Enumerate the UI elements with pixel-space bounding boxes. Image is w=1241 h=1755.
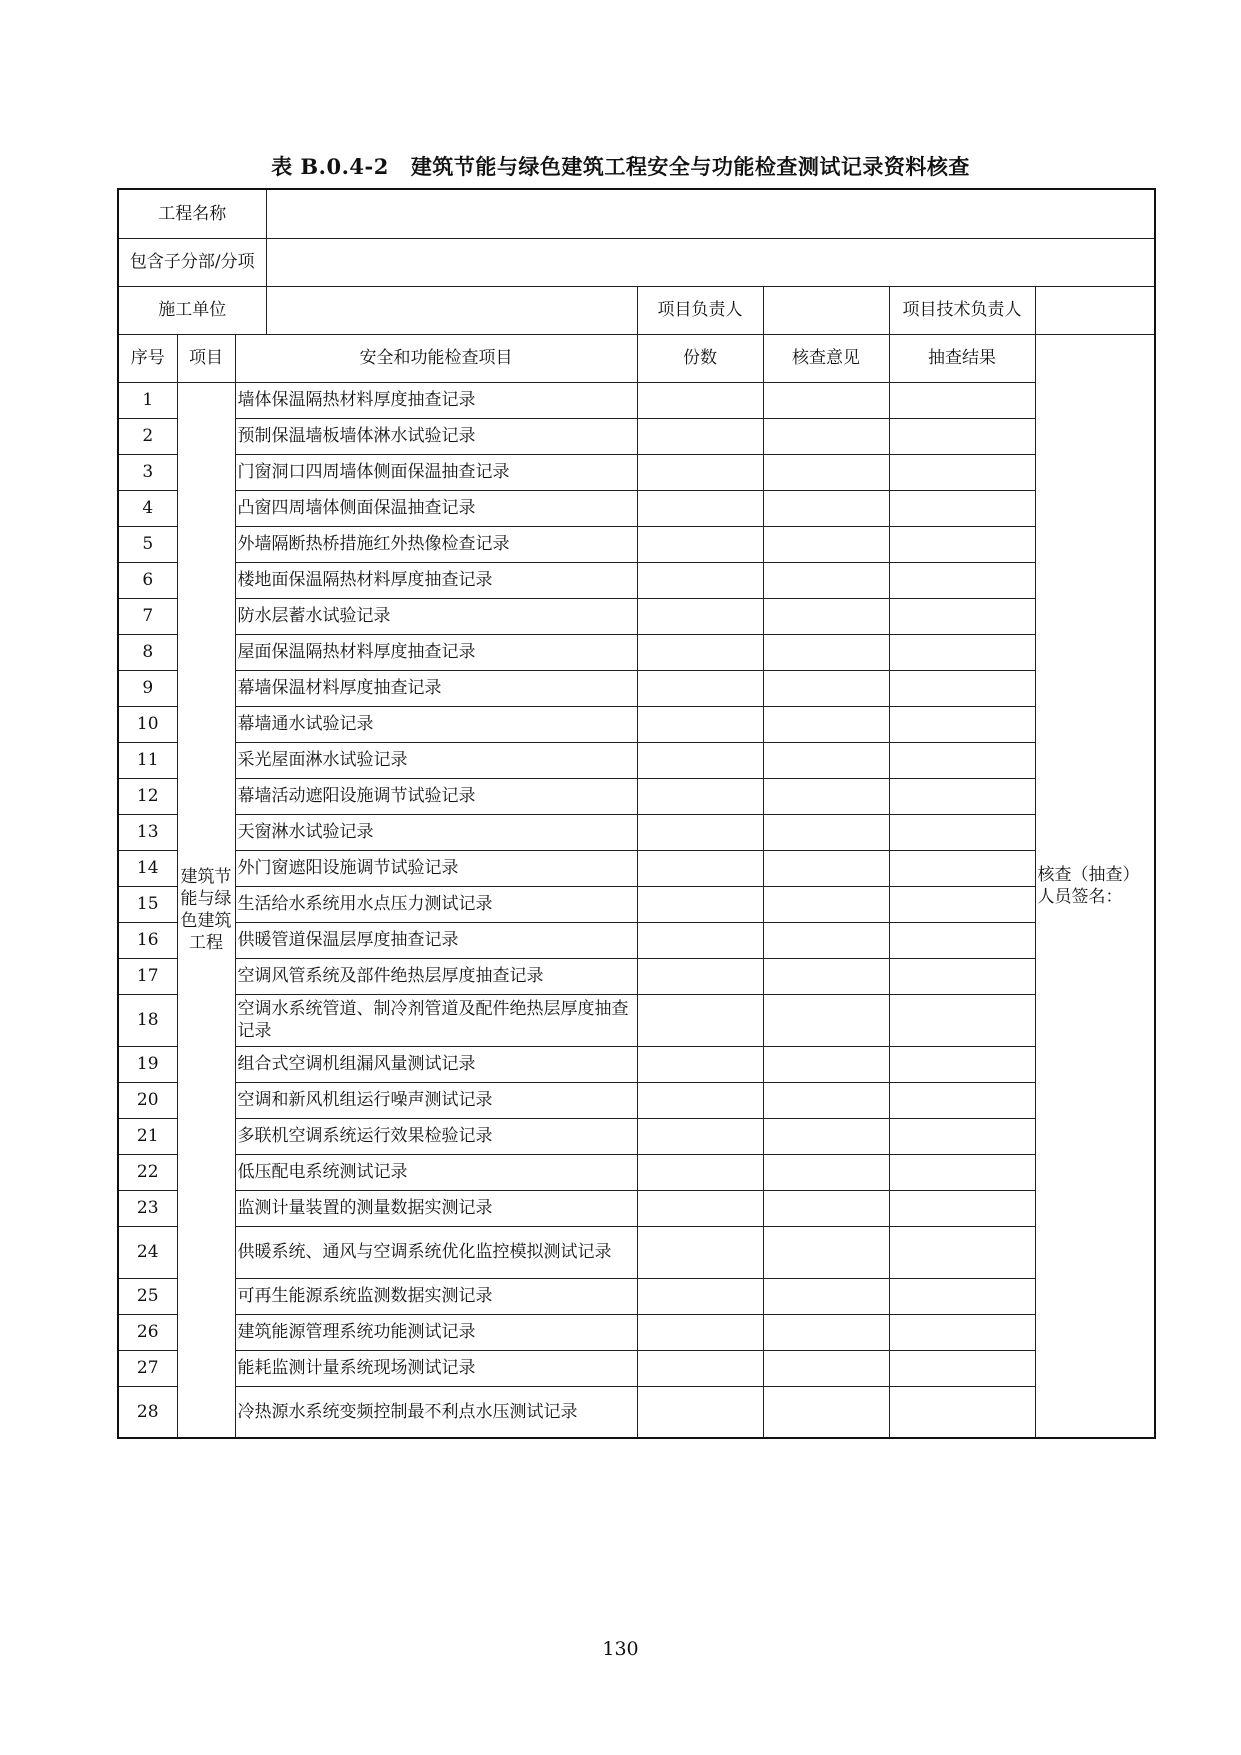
row-number: 28 xyxy=(118,1386,177,1438)
copies-cell[interactable] xyxy=(637,418,763,454)
check-item-text: 空调风管系统及部件绝热层厚度抽查记录 xyxy=(235,958,637,994)
check-item-text: 楼地面保温隔热材料厚度抽查记录 xyxy=(235,562,637,598)
table-row xyxy=(118,454,1155,490)
row-number: 27 xyxy=(118,1350,177,1386)
col-header-check-item: 安全和功能检查项目 xyxy=(235,334,637,382)
table-row xyxy=(118,526,1155,562)
result-cell[interactable] xyxy=(889,634,1035,670)
result-cell[interactable] xyxy=(889,1226,1035,1278)
row-number: 22 xyxy=(118,1154,177,1190)
signature-cell[interactable] xyxy=(1035,334,1155,1438)
table-row xyxy=(118,958,1155,994)
table-row xyxy=(118,562,1155,598)
check-item-text: 幕墙通水试验记录 xyxy=(235,706,637,742)
result-cell[interactable] xyxy=(889,706,1035,742)
subdivision-field[interactable] xyxy=(266,238,1155,286)
check-item-text: 生活给水系统用水点压力测试记录 xyxy=(235,886,637,922)
col-header-copies: 份数 xyxy=(637,334,763,382)
row-number: 12 xyxy=(118,778,177,814)
row-number: 5 xyxy=(118,526,177,562)
check-item-text: 冷热源水系统变频控制最不利点水压测试记录 xyxy=(235,1386,637,1438)
table-row xyxy=(118,850,1155,886)
contractor-label: 施工单位 xyxy=(118,286,266,334)
table-row xyxy=(118,418,1155,454)
opinion-cell[interactable] xyxy=(763,742,889,778)
check-item-text: 外墙隔断热桥措施红外热像检查记录 xyxy=(235,526,637,562)
opinion-cell[interactable] xyxy=(763,706,889,742)
category-line: 建筑节 xyxy=(180,866,232,887)
row-number: 1 xyxy=(118,382,177,418)
table-row xyxy=(118,1386,1155,1438)
check-item-text: 监测计量装置的测量数据实测记录 xyxy=(235,1190,637,1226)
result-cell[interactable] xyxy=(889,598,1035,634)
check-item-text: 供暖系统、通风与空调系统优化监控模拟测试记录 xyxy=(235,1226,637,1278)
row-number: 9 xyxy=(118,670,177,706)
table-row xyxy=(118,742,1155,778)
copies-cell[interactable] xyxy=(637,1154,763,1190)
copies-cell[interactable] xyxy=(637,742,763,778)
table-row xyxy=(118,1190,1155,1226)
col-header-item: 项目 xyxy=(177,334,235,382)
opinion-cell[interactable] xyxy=(763,454,889,490)
opinion-cell[interactable] xyxy=(763,994,889,1046)
opinion-cell[interactable] xyxy=(763,1082,889,1118)
check-item-text: 供暖管道保温层厚度抽查记录 xyxy=(235,922,637,958)
col-header-seq: 序号 xyxy=(118,334,177,382)
opinion-cell[interactable] xyxy=(763,634,889,670)
row-number: 4 xyxy=(118,490,177,526)
table-row xyxy=(118,598,1155,634)
inspection-form-table xyxy=(117,188,1156,1439)
table-row xyxy=(118,1314,1155,1350)
row-number: 24 xyxy=(118,1226,177,1278)
result-cell[interactable] xyxy=(889,562,1035,598)
row-number: 21 xyxy=(118,1118,177,1154)
result-cell[interactable] xyxy=(889,1386,1035,1438)
table-row xyxy=(118,1082,1155,1118)
copies-cell[interactable] xyxy=(637,454,763,490)
opinion-cell[interactable] xyxy=(763,1154,889,1190)
document-title xyxy=(0,151,1241,181)
row-number: 2 xyxy=(118,418,177,454)
row-number: 20 xyxy=(118,1082,177,1118)
result-cell[interactable] xyxy=(889,994,1035,1046)
result-cell[interactable] xyxy=(889,1082,1035,1118)
row-number: 13 xyxy=(118,814,177,850)
check-item-text: 墙体保温隔热材料厚度抽查记录 xyxy=(235,382,637,418)
copies-cell[interactable] xyxy=(637,562,763,598)
copies-cell[interactable] xyxy=(637,778,763,814)
result-cell[interactable] xyxy=(889,814,1035,850)
copies-cell[interactable] xyxy=(637,670,763,706)
opinion-cell[interactable] xyxy=(763,1386,889,1438)
project-name-field[interactable] xyxy=(266,189,1155,238)
copies-cell[interactable] xyxy=(637,1082,763,1118)
row-number: 18 xyxy=(118,994,177,1046)
copies-cell[interactable] xyxy=(637,814,763,850)
contractor-row xyxy=(118,286,1155,334)
table-row xyxy=(118,634,1155,670)
check-item-text: 采光屋面淋水试验记录 xyxy=(235,742,637,778)
result-cell[interactable] xyxy=(889,526,1035,562)
copies-cell[interactable] xyxy=(637,598,763,634)
copies-cell[interactable] xyxy=(637,1226,763,1278)
check-item-text: 建筑能源管理系统功能测试记录 xyxy=(235,1314,637,1350)
opinion-cell[interactable] xyxy=(763,1278,889,1314)
check-item-text: 低压配电系统测试记录 xyxy=(235,1154,637,1190)
table-row xyxy=(118,1118,1155,1154)
result-cell[interactable] xyxy=(889,1350,1035,1386)
row-number: 11 xyxy=(118,742,177,778)
result-cell[interactable] xyxy=(889,778,1035,814)
result-cell[interactable] xyxy=(889,670,1035,706)
table-row xyxy=(118,886,1155,922)
table-row xyxy=(118,1154,1155,1190)
project-lead-label: 项目负责人 xyxy=(637,286,763,334)
result-cell[interactable] xyxy=(889,742,1035,778)
project-name-row xyxy=(118,189,1155,238)
result-cell[interactable] xyxy=(889,1046,1035,1082)
check-item-text: 可再生能源系统监测数据实测记录 xyxy=(235,1278,637,1314)
check-item-text: 天窗淋水试验记录 xyxy=(235,814,637,850)
opinion-cell[interactable] xyxy=(763,886,889,922)
subdivision-label: 包含子分部/分项 xyxy=(118,238,266,286)
subdivision-row xyxy=(118,238,1155,286)
row-number: 14 xyxy=(118,850,177,886)
copies-cell[interactable] xyxy=(637,1386,763,1438)
table-code: 表 B.0.4-2 xyxy=(271,154,389,179)
col-header-result: 抽查结果 xyxy=(889,334,1035,382)
result-cell[interactable] xyxy=(889,490,1035,526)
opinion-cell[interactable] xyxy=(763,382,889,418)
check-item-text: 预制保温墙板墙体淋水试验记录 xyxy=(235,418,637,454)
result-cell[interactable] xyxy=(889,1278,1035,1314)
check-item-text: 空调和新风机组运行噪声测试记录 xyxy=(235,1082,637,1118)
opinion-cell[interactable] xyxy=(763,850,889,886)
row-number: 7 xyxy=(118,598,177,634)
row-number: 17 xyxy=(118,958,177,994)
opinion-cell[interactable] xyxy=(763,598,889,634)
project-lead-field[interactable] xyxy=(763,286,889,334)
row-number: 19 xyxy=(118,1046,177,1082)
copies-cell[interactable] xyxy=(637,1278,763,1314)
opinion-cell[interactable] xyxy=(763,814,889,850)
col-header-opinion: 核查意见 xyxy=(763,334,889,382)
column-header-row xyxy=(118,334,1155,382)
opinion-cell[interactable] xyxy=(763,922,889,958)
check-item-text: 组合式空调机组漏风量测试记录 xyxy=(235,1046,637,1082)
table-row xyxy=(118,1226,1155,1278)
category-cell xyxy=(177,382,235,1438)
signature-label-line1: 核查（抽查） xyxy=(1037,864,1140,885)
result-cell[interactable] xyxy=(889,382,1035,418)
opinion-cell[interactable] xyxy=(763,418,889,454)
category-line: 能与绿 xyxy=(180,888,232,909)
result-cell[interactable] xyxy=(889,1118,1035,1154)
table-row xyxy=(118,778,1155,814)
copies-cell[interactable] xyxy=(637,1046,763,1082)
table-title: 建筑节能与绿色建筑工程安全与功能检查测试记录资料核查 xyxy=(410,154,970,179)
table-row xyxy=(118,706,1155,742)
opinion-cell[interactable] xyxy=(763,562,889,598)
check-item-text: 门窗洞口四周墙体侧面保温抽查记录 xyxy=(235,454,637,490)
copies-cell[interactable] xyxy=(637,382,763,418)
table-row xyxy=(118,1278,1155,1314)
tech-lead-label: 项目技术负责人 xyxy=(889,286,1035,334)
opinion-cell[interactable] xyxy=(763,1314,889,1350)
opinion-cell[interactable] xyxy=(763,490,889,526)
result-cell[interactable] xyxy=(889,1314,1035,1350)
check-item-text: 多联机空调系统运行效果检验记录 xyxy=(235,1118,637,1154)
opinion-cell[interactable] xyxy=(763,526,889,562)
check-item-text: 空调水系统管道、制冷剂管道及配件绝热层厚度抽查记录 xyxy=(235,994,637,1046)
contractor-field[interactable] xyxy=(266,286,637,334)
table-row xyxy=(118,814,1155,850)
copies-cell[interactable] xyxy=(637,490,763,526)
copies-cell[interactable] xyxy=(637,958,763,994)
row-number: 3 xyxy=(118,454,177,490)
result-cell[interactable] xyxy=(889,1154,1035,1190)
table-row xyxy=(118,1350,1155,1386)
row-number: 25 xyxy=(118,1278,177,1314)
table-row xyxy=(118,382,1155,418)
row-number: 15 xyxy=(118,886,177,922)
result-cell[interactable] xyxy=(889,454,1035,490)
result-cell[interactable] xyxy=(889,886,1035,922)
result-cell[interactable] xyxy=(889,850,1035,886)
copies-cell[interactable] xyxy=(637,706,763,742)
table-row xyxy=(118,490,1155,526)
row-number: 23 xyxy=(118,1190,177,1226)
row-number: 6 xyxy=(118,562,177,598)
project-name-label: 工程名称 xyxy=(118,189,266,238)
check-item-text: 幕墙活动遮阳设施调节试验记录 xyxy=(235,778,637,814)
table-row xyxy=(118,922,1155,958)
copies-cell[interactable] xyxy=(637,526,763,562)
check-item-text: 外门窗遮阳设施调节试验记录 xyxy=(235,850,637,886)
opinion-cell[interactable] xyxy=(763,670,889,706)
result-cell[interactable] xyxy=(889,958,1035,994)
copies-cell[interactable] xyxy=(637,1118,763,1154)
copies-cell[interactable] xyxy=(637,886,763,922)
table-row xyxy=(118,1046,1155,1082)
check-item-text: 防水层蓄水试验记录 xyxy=(235,598,637,634)
row-number: 26 xyxy=(118,1314,177,1350)
opinion-cell[interactable] xyxy=(763,1190,889,1226)
copies-cell[interactable] xyxy=(637,1350,763,1386)
check-item-text: 幕墙保温材料厚度抽查记录 xyxy=(235,670,637,706)
opinion-cell[interactable] xyxy=(763,1118,889,1154)
table-row xyxy=(118,670,1155,706)
opinion-cell[interactable] xyxy=(763,1226,889,1278)
table-row xyxy=(118,994,1155,1046)
copies-cell[interactable] xyxy=(637,634,763,670)
check-item-text: 屋面保温隔热材料厚度抽查记录 xyxy=(235,634,637,670)
result-cell[interactable] xyxy=(889,922,1035,958)
copies-cell[interactable] xyxy=(637,850,763,886)
result-cell[interactable] xyxy=(889,1190,1035,1226)
category-line: 色建筑 xyxy=(180,910,232,931)
signature-label-line2: 人员签名： xyxy=(1037,886,1123,907)
tech-lead-field[interactable] xyxy=(1035,286,1155,334)
opinion-cell[interactable] xyxy=(763,958,889,994)
copies-cell[interactable] xyxy=(637,1314,763,1350)
copies-cell[interactable] xyxy=(637,1190,763,1226)
row-number: 8 xyxy=(118,634,177,670)
opinion-cell[interactable] xyxy=(763,1350,889,1386)
result-cell[interactable] xyxy=(889,418,1035,454)
copies-cell[interactable] xyxy=(637,994,763,1046)
row-number: 16 xyxy=(118,922,177,958)
opinion-cell[interactable] xyxy=(763,778,889,814)
row-number: 10 xyxy=(118,706,177,742)
category-line: 工程 xyxy=(189,932,223,953)
opinion-cell[interactable] xyxy=(763,1046,889,1082)
page-number: 130 xyxy=(602,1638,639,1660)
check-item-text: 能耗监测计量系统现场测试记录 xyxy=(235,1350,637,1386)
check-item-text: 凸窗四周墙体侧面保温抽查记录 xyxy=(235,490,637,526)
copies-cell[interactable] xyxy=(637,922,763,958)
